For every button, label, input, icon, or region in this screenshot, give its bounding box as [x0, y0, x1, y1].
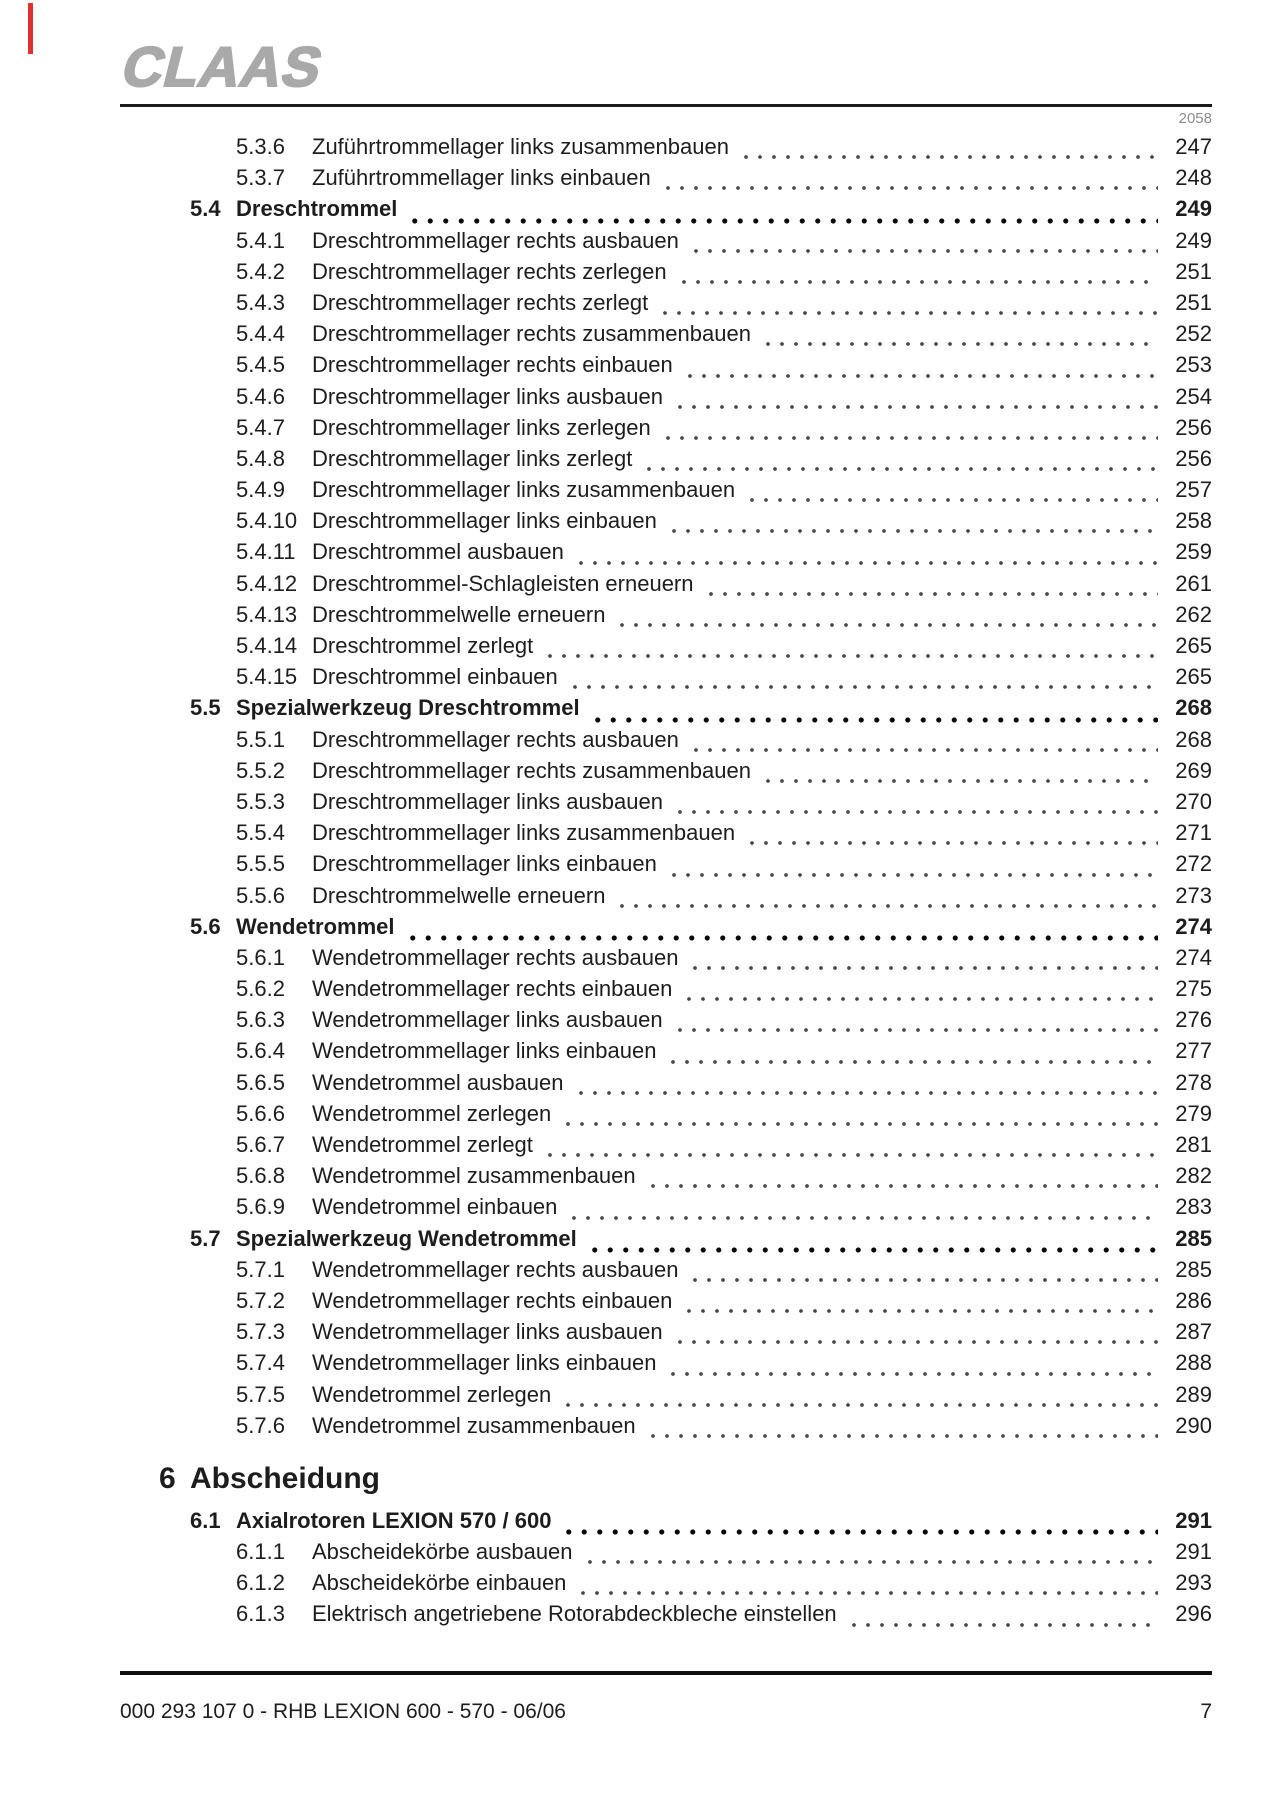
dot-leader	[704, 591, 1159, 597]
dot-leader	[646, 1433, 1158, 1439]
toc-entry-number: 5.4.11	[236, 539, 296, 565]
toc-entry-page: 258	[1175, 508, 1212, 534]
toc-entry-page: 270	[1175, 788, 1212, 814]
dot-leader	[615, 622, 1158, 628]
toc-entry-title: Dreschtrommellager links einbauen	[312, 851, 657, 877]
dot-leader	[745, 840, 1158, 846]
toc-entry	[120, 1194, 1212, 1225]
toc-entry-page: 274	[1175, 913, 1212, 939]
dot-leader	[661, 185, 1158, 191]
toc-entry-page: 291	[1175, 1507, 1212, 1533]
toc-entry	[120, 602, 1212, 633]
toc-entry	[120, 384, 1212, 415]
dot-leader	[667, 528, 1158, 534]
toc-entry	[120, 1382, 1212, 1413]
toc-entry	[120, 1350, 1212, 1381]
toc-entry-number: 5.4.9	[236, 477, 285, 503]
dot-leader	[689, 747, 1158, 753]
toc-entry	[120, 1132, 1212, 1163]
toc-entry-title: Abscheidung	[190, 1461, 381, 1495]
toc-entry-title: Dreschtrommel	[236, 196, 398, 222]
toc-entry-page: 251	[1175, 258, 1212, 284]
toc-entry-title: Dreschtrommellager links zusammenbauen	[312, 820, 736, 846]
dot-leader	[673, 809, 1158, 815]
toc-entry	[120, 1101, 1212, 1132]
toc-entry-page: 273	[1175, 882, 1212, 908]
toc-entry-title: Spezialwerkzeug Dreschtrommel	[236, 695, 580, 721]
toc-chapter-heading	[120, 1462, 1212, 1496]
toc-entry-page: 285	[1175, 1225, 1212, 1251]
toc-entry-page: 285	[1175, 1256, 1212, 1282]
dot-leader	[673, 1339, 1158, 1345]
toc-entry-title: Abscheidekörbe einbauen	[312, 1570, 567, 1596]
claas-logo: CLAAS	[116, 35, 330, 98]
toc-entry-number: 5.6.6	[236, 1100, 285, 1126]
toc-entry-title: Dreschtrommellager rechts zusammenbauen	[312, 757, 751, 783]
toc-entry-page: 249	[1175, 227, 1212, 253]
toc-entry-title: Axialrotoren LEXION 570 / 600	[236, 1507, 552, 1533]
toc-entry-number: 5.4.1	[236, 227, 285, 253]
dot-leader	[583, 1559, 1158, 1565]
toc-entry	[120, 508, 1212, 539]
toc-entry	[120, 571, 1212, 602]
dot-leader	[673, 404, 1158, 410]
dot-leader	[567, 1215, 1158, 1221]
toc-entry-number: 5.5.3	[236, 788, 285, 814]
toc-entry-number: 5.5.5	[236, 851, 285, 877]
toc-entry-page: 286	[1175, 1287, 1212, 1313]
toc-entry-page: 289	[1175, 1381, 1212, 1407]
dot-leader	[682, 1308, 1158, 1314]
toc-entry-page: 288	[1175, 1350, 1212, 1376]
toc-entry-number: 5.4.5	[236, 352, 285, 378]
dot-leader	[615, 903, 1158, 909]
toc-entry-title: Dreschtrommellager rechts zusammenbauen	[312, 321, 751, 347]
toc-entry	[120, 789, 1212, 820]
toc-entry-number: 5.4.13	[236, 601, 298, 627]
toc-entry	[120, 945, 1212, 976]
toc-entry	[120, 539, 1212, 570]
toc-entry-title: Dreschtrommel ausbauen	[312, 539, 564, 565]
toc-entry-page: 249	[1175, 196, 1212, 222]
toc-entry-page: 262	[1175, 601, 1212, 627]
toc-entry-page: 254	[1175, 383, 1212, 409]
toc-entry-number: 5.4.15	[236, 664, 298, 690]
toc-entry	[120, 196, 1212, 227]
toc-entry-number: 5.4.2	[236, 258, 285, 284]
dot-leader	[587, 1247, 1158, 1253]
toc-entry-page: 296	[1175, 1601, 1212, 1627]
toc-entry-title: Dreschtrommellager rechts zerlegen	[312, 258, 667, 284]
toc-entry-page: 271	[1175, 820, 1212, 846]
toc-entry-number: 5.4.7	[236, 414, 285, 440]
toc-entry	[120, 446, 1212, 477]
dot-leader	[666, 1371, 1158, 1377]
dot-leader	[561, 1402, 1158, 1408]
dot-leader	[561, 1529, 1158, 1535]
dot-leader	[689, 248, 1158, 254]
toc-entry-page: 248	[1175, 165, 1212, 191]
toc-entry-title: Wendetrommel zerlegt	[312, 1132, 533, 1157]
toc-entry	[120, 1226, 1212, 1257]
toc-entry-title: Dreschtrommellager rechts ausbauen	[312, 726, 679, 752]
toc-entry	[120, 820, 1212, 851]
toc-entry	[120, 883, 1212, 914]
toc-entry-number: 6.1.3	[236, 1601, 285, 1627]
toc-entry-number: 5.7.1	[236, 1256, 285, 1282]
toc-entry-number: 5.5.4	[236, 820, 285, 846]
toc-entry-number: 5.7	[190, 1225, 221, 1251]
toc-entry-number: 5.4.8	[236, 445, 285, 471]
toc-entry-title: Wendetrommel zerlegen	[312, 1100, 552, 1126]
toc-entry-title: Wendetrommel zusammenbauen	[312, 1163, 636, 1189]
dot-leader	[543, 1152, 1158, 1158]
dot-leader	[847, 1622, 1158, 1628]
toc-entry-number: 5.3.7	[236, 165, 285, 191]
toc-entry	[120, 1570, 1212, 1601]
toc-entry	[120, 1007, 1212, 1038]
toc-entry-number: 5.7.5	[236, 1381, 285, 1407]
toc-entry	[120, 1163, 1212, 1194]
toc-entry-title: Dreschtrommel-Schlagleisten erneuern	[312, 570, 694, 596]
toc-entry-page: 247	[1175, 134, 1212, 159]
toc-entry-number: 5.4.6	[236, 383, 285, 409]
toc-entry-title: Abscheidekörbe ausbauen	[312, 1539, 573, 1565]
toc-entry-page: 259	[1175, 539, 1212, 565]
dot-leader	[761, 341, 1158, 347]
toc-entry-number: 5.7.6	[236, 1412, 285, 1438]
toc-entry-number: 5.4.14	[236, 633, 298, 658]
toc-entry-number: 5.6.9	[236, 1194, 285, 1220]
toc-entry-page: 277	[1175, 1038, 1212, 1064]
toc-entry-number: 6.1.2	[236, 1570, 285, 1596]
toc-entry-page: 291	[1175, 1539, 1212, 1565]
toc-entry-number: 5.4.4	[236, 321, 285, 347]
toc-entry-number: 5.6	[190, 913, 221, 939]
header-rule	[120, 104, 1212, 107]
toc-entry-page: 275	[1175, 976, 1212, 1002]
toc-entry-number: 6	[159, 1461, 176, 1495]
dot-leader	[682, 996, 1158, 1002]
toc-entry	[120, 914, 1212, 945]
toc-entry-number: 5.4.12	[236, 570, 298, 596]
toc-entry	[120, 1413, 1212, 1444]
toc-entry	[120, 633, 1212, 664]
dot-leader	[543, 653, 1158, 659]
toc-entry-title: Dreschtrommel einbauen	[312, 664, 558, 690]
dot-leader	[407, 218, 1158, 224]
dot-leader	[561, 1121, 1158, 1127]
toc-entry	[120, 259, 1212, 290]
toc-entry-number: 5.3.6	[236, 134, 285, 159]
dot-leader	[688, 1277, 1158, 1283]
toc-entry-page: 269	[1175, 757, 1212, 783]
toc-entry	[120, 165, 1212, 196]
toc-entry-title: Wendetrommellager links ausbauen	[312, 1007, 663, 1033]
toc-entry-page: 278	[1175, 1069, 1212, 1095]
toc-entry-page: 268	[1175, 726, 1212, 752]
toc-entry-number: 5.6.8	[236, 1163, 285, 1189]
dot-leader	[405, 935, 1158, 941]
dot-leader	[642, 466, 1158, 472]
doc-code-number: 2058	[1178, 110, 1212, 127]
toc-entry-number: 5.6.3	[236, 1007, 285, 1033]
toc-entry-number: 5.7.4	[236, 1350, 285, 1376]
toc-entry-number: 6.1	[190, 1507, 221, 1533]
toc-entry-title: Dreschtrommellager rechts einbauen	[312, 352, 673, 378]
toc-entry	[120, 851, 1212, 882]
toc-entry-title: Zuführtrommellager links einbauen	[312, 165, 651, 191]
toc-entry-number: 5.5.6	[236, 882, 285, 908]
toc-entry-title: Wendetrommellager rechts ausbauen	[312, 1256, 679, 1282]
toc-entry	[120, 758, 1212, 789]
toc-entry	[120, 1257, 1212, 1288]
toc-entry	[120, 1508, 1212, 1539]
toc-entry-title: Dreschtrommellager links ausbauen	[312, 788, 663, 814]
toc-entry-number: 5.6.2	[236, 976, 285, 1002]
toc-entry-number: 5.5.2	[236, 757, 285, 783]
toc-entry-title: Dreschtrommellager links zusammenbauen	[312, 477, 736, 503]
toc-entry	[120, 477, 1212, 508]
toc-entry-page: 274	[1175, 944, 1212, 970]
toc-entry-number: 5.6.1	[236, 944, 285, 970]
toc-entry	[120, 1038, 1212, 1069]
toc-entry-page: 283	[1175, 1194, 1212, 1220]
toc-entry-title: Wendetrommellager rechts ausbauen	[312, 944, 679, 970]
toc-entry	[120, 352, 1212, 383]
toc-entry-title: Dreschtrommelwelle erneuern	[312, 882, 606, 908]
toc-entry-page: 252	[1175, 321, 1212, 347]
toc-entry-title: Dreschtrommellager links zerlegt	[312, 445, 633, 471]
dot-leader	[673, 1027, 1158, 1033]
red-corner-mark	[28, 3, 33, 54]
toc-entry-title: Dreschtrommellager links zerlegen	[312, 414, 651, 440]
toc-entry-title: Wendetrommellager links einbauen	[312, 1038, 657, 1064]
toc-entry	[120, 976, 1212, 1007]
toc-entry	[120, 695, 1212, 726]
toc-entry-page: 257	[1175, 477, 1212, 503]
toc-entry-number: 5.4.10	[236, 508, 298, 534]
dot-leader	[658, 310, 1158, 316]
toc-entry-title: Zuführtrommellager links zusammenbauen	[312, 134, 729, 159]
toc-entry-page: 282	[1175, 1163, 1212, 1189]
dot-leader	[574, 1090, 1158, 1096]
toc-entry-page: 251	[1175, 289, 1212, 315]
dot-leader	[568, 684, 1158, 690]
toc-entry-page: 281	[1175, 1132, 1212, 1157]
toc-entry-title: Dreschtrommellager links einbauen	[312, 508, 657, 534]
toc-entry	[120, 1319, 1212, 1350]
toc-entry-page: 253	[1175, 352, 1212, 378]
toc-entry-page: 256	[1175, 445, 1212, 471]
dot-leader	[739, 154, 1158, 160]
toc-entry-title: Wendetrommel einbauen	[312, 1194, 558, 1220]
toc-entry-number: 5.7.3	[236, 1319, 285, 1345]
dot-leader	[646, 1183, 1158, 1189]
toc-entry-title: Spezialwerkzeug Wendetrommel	[236, 1225, 577, 1251]
footer-document-id: 000 293 107 0 - RHB LEXION 600 - 570 - 06/06	[120, 1700, 566, 1723]
toc-entry-number: 5.7.2	[236, 1287, 285, 1313]
toc-entry	[120, 290, 1212, 321]
table-of-contents	[120, 134, 1212, 1633]
toc-entry	[120, 415, 1212, 446]
toc-entry-page: 272	[1175, 851, 1212, 877]
dot-leader	[590, 717, 1158, 723]
toc-entry-title: Wendetrommel	[236, 913, 395, 939]
toc-entry-page: 287	[1175, 1319, 1212, 1345]
toc-entry-number: 5.6.5	[236, 1069, 285, 1095]
toc-entry-number: 6.1.1	[236, 1539, 285, 1565]
toc-entry-page: 265	[1175, 664, 1212, 690]
dot-leader	[683, 373, 1158, 379]
dot-leader	[666, 1059, 1158, 1065]
toc-entry	[120, 134, 1212, 165]
dot-leader	[574, 560, 1158, 566]
toc-entry-title: Elektrisch angetriebene Rotorabdeckbleche einstellen	[312, 1601, 837, 1627]
toc-entry	[120, 1539, 1212, 1570]
toc-entry-title: Dreschtrommel zerlegt	[312, 633, 534, 658]
toc-entry-page: 261	[1175, 570, 1212, 596]
toc-entry-title: Wendetrommellager rechts einbauen	[312, 976, 673, 1002]
toc-entry-page: 256	[1175, 414, 1212, 440]
toc-entry-number: 5.5.1	[236, 726, 285, 752]
toc-entry-number: 5.6.7	[236, 1132, 285, 1157]
toc-entry-page: 290	[1175, 1412, 1212, 1438]
toc-entry-number: 5.4	[190, 196, 221, 222]
toc-entry-number: 5.6.4	[236, 1038, 285, 1064]
toc-entry-title: Wendetrommel zerlegen	[312, 1381, 552, 1407]
dot-leader	[576, 1590, 1158, 1596]
toc-entry	[120, 664, 1212, 695]
dot-leader	[661, 435, 1158, 441]
toc-entry	[120, 1070, 1212, 1101]
toc-entry	[120, 321, 1212, 352]
toc-entry-page: 279	[1175, 1100, 1212, 1126]
dot-leader	[667, 872, 1158, 878]
dot-leader	[677, 279, 1158, 285]
toc-entry-number: 5.5	[190, 695, 221, 721]
footer-rule	[120, 1671, 1212, 1675]
footer-page-number: 7	[1200, 1700, 1212, 1723]
toc-entry	[120, 1601, 1212, 1632]
toc-entry-title: Dreschtrommelwelle erneuern	[312, 601, 606, 627]
toc-entry-title: Wendetrommellager links einbauen	[312, 1350, 657, 1376]
footer	[120, 1700, 1212, 1724]
toc-entry	[120, 1288, 1212, 1319]
dot-leader	[761, 778, 1158, 784]
dot-leader	[745, 497, 1158, 503]
toc-entry-title: Dreschtrommellager rechts ausbauen	[312, 227, 679, 253]
toc-entry-page: 276	[1175, 1007, 1212, 1033]
toc-entry-title: Wendetrommellager links ausbauen	[312, 1319, 663, 1345]
toc-entry-title: Dreschtrommellager rechts zerlegt	[312, 289, 649, 315]
dot-leader	[688, 965, 1158, 971]
toc-entry-page: 268	[1175, 695, 1212, 721]
toc-entry	[120, 228, 1212, 259]
toc-entry-page: 293	[1175, 1570, 1212, 1596]
toc-entry-title: Dreschtrommellager links ausbauen	[312, 383, 663, 409]
toc-entry-page: 265	[1175, 633, 1212, 658]
toc-entry	[120, 727, 1212, 758]
toc-entry-title: Wendetrommel zusammenbauen	[312, 1412, 636, 1438]
toc-entry-title: Wendetrommellager rechts einbauen	[312, 1287, 673, 1313]
toc-entry-title: Wendetrommel ausbauen	[312, 1069, 564, 1095]
toc-entry-number: 5.4.3	[236, 289, 285, 315]
